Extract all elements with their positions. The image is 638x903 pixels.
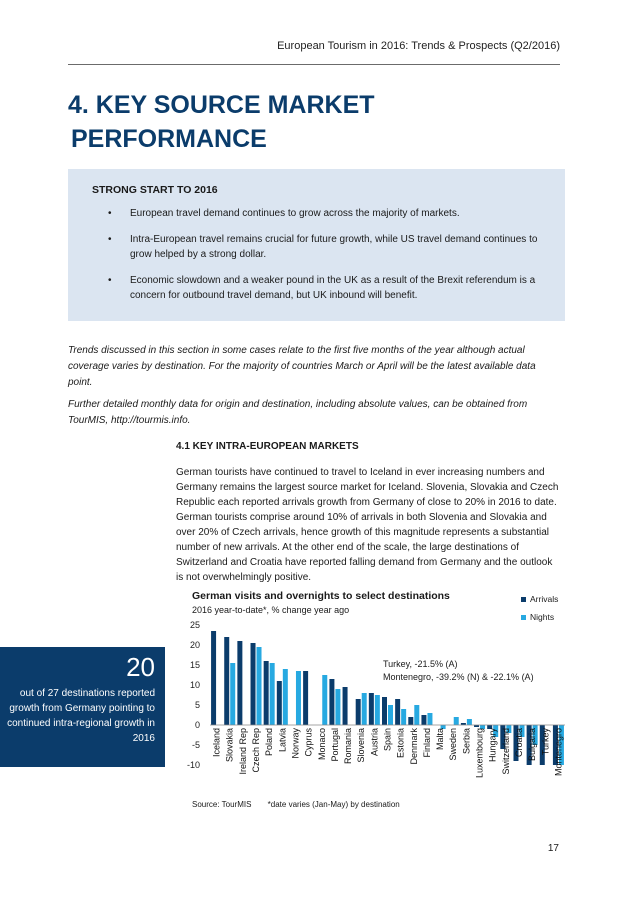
intro-paragraph-1: Trends discussed in this section in some cases relate to the first five months of the year although actual coverage varies by destination. For the majority of countries March or April will be the latest available data point. (68, 345, 536, 388)
bar-arrivals (277, 681, 282, 725)
x-tick-label: Turkey (540, 728, 551, 756)
bar-nights (283, 669, 288, 725)
bar-arrivals (237, 641, 242, 725)
x-tick-label: Ireland Rep (237, 728, 248, 775)
chart-subtitle: 2016 year-to-date*, % change year ago (192, 605, 350, 615)
bar-nights (388, 705, 393, 725)
chart-title: German visits and overnights to select destinations (192, 590, 450, 602)
bar-nights (401, 709, 406, 725)
bar-arrivals (356, 699, 361, 725)
section-title-line2: PERFORMANCE (71, 125, 267, 153)
x-tick-label: Luxembourg (474, 728, 485, 779)
summary-box (68, 169, 565, 321)
bullet-dot: • (108, 275, 112, 286)
x-tick-label: Slovakia (224, 728, 235, 763)
bar-nights (257, 647, 262, 725)
chart-plot (170, 586, 566, 816)
y-tick-label: 5 (194, 700, 200, 710)
summary-bullet-text: Intra-European travel remains crucial for future growth, while US travel demand continues to grow helped by a strong dollar. (130, 234, 538, 260)
bar-arrivals (369, 693, 374, 725)
y-tick-label: -10 (186, 760, 200, 770)
bar-arrivals (329, 679, 334, 725)
x-tick-label: Hungary (487, 728, 498, 763)
x-tick-label: Latvia (277, 728, 288, 753)
page-number: 17 (547, 843, 559, 854)
chart-source-label: Source: TourMIS (192, 800, 252, 809)
bar-arrivals (251, 643, 256, 725)
bar-nights (414, 705, 419, 725)
x-tick-label: Iceland (211, 728, 222, 758)
summary-bullet-text: Economic slowdown and a weaker pound in the UK as a result of the Brexit referendum is a concern for outbound travel demand, but UK inbound will benefit. (130, 275, 536, 301)
bar-nights (335, 689, 340, 725)
chart-source (192, 800, 414, 809)
x-tick-label: Switzerland (500, 728, 511, 775)
bullet-dot: • (108, 208, 112, 219)
summary-list (108, 206, 548, 314)
bar-nights (375, 695, 380, 725)
annotation-line-turkey: Turkey, -21.5% (A) (383, 659, 458, 669)
subsection-body: German tourists have continued to travel to Iceland in ever increasing numbers and Germany remains the largest source market for Iceland. Slovenia, Slovakia and Czech Republic each reported arrivals growth from Germany of close to 20% in 2016 to date. German tourists comprise around 10% of arrivals in both Slovenia and Slovakia and over 20% of Czech arrivals, hence growth of this magnitude represents a substantial number of new arrivals. At the other end of the scale, the large destinations of Switzerland and Croatia have reported falling demand from Germany and the outlook is not overwhelmingly positive. (176, 467, 559, 583)
bar-arrivals (343, 687, 348, 725)
legend-label-arrivals: Arrivals (530, 594, 559, 604)
section-title-line1: 4. KEY SOURCE MARKET (68, 91, 375, 119)
sidebar-callout (0, 647, 165, 767)
bar-arrivals (224, 637, 229, 725)
bar-nights (427, 713, 432, 725)
y-tick-label: 20 (189, 640, 200, 650)
bar-nights (362, 693, 367, 725)
callout-text: out of 27 destinations reported growth from Germany pointing to continued intra-regional growth in 2016 (7, 688, 155, 744)
header-rule (68, 64, 560, 65)
section-title (68, 88, 488, 156)
x-tick-label: Czech Rep (251, 728, 262, 773)
y-tick-label: 25 (189, 620, 200, 630)
summary-bullet-text: European travel demand continues to grow across the majority of markets. (130, 208, 460, 219)
x-tick-label: Denmark (408, 728, 419, 765)
bar-arrivals (421, 715, 426, 725)
y-tick-label: -5 (191, 740, 200, 750)
x-tick-label: Romania (343, 728, 354, 765)
subsection-title: 4.1 KEY INTRA-EUROPEAN MARKETS (176, 441, 359, 452)
bar-arrivals (395, 699, 400, 725)
bar-arrivals (264, 661, 269, 725)
x-tick-label: Finland (421, 728, 432, 758)
x-tick-label: Slovenia (356, 728, 367, 763)
y-tick-label: 0 (194, 720, 200, 730)
x-tick-label: Poland (264, 728, 275, 757)
y-tick-label: 10 (189, 680, 200, 690)
x-tick-label: Norway (290, 728, 301, 759)
x-tick-label: Estonia (395, 728, 406, 759)
summary-bullet (108, 273, 548, 303)
x-tick-label: Serbia (461, 728, 472, 755)
x-tick-label: Croatia (513, 728, 524, 758)
x-tick-label: Spain (382, 728, 393, 752)
bar-nights (467, 719, 472, 725)
x-tick-label: Portugal (329, 728, 340, 762)
bar-nights (230, 663, 235, 725)
x-tick-label: Cyprus (303, 728, 314, 757)
bar-arrivals (408, 717, 413, 725)
y-tick-label: 15 (189, 660, 200, 670)
legend-label-nights: Nights (530, 612, 555, 622)
bar-nights (296, 671, 301, 725)
running-header: European Tourism in 2016: Trends & Prospects (Q2/2016) (277, 40, 560, 52)
bar-arrivals (303, 671, 308, 725)
annotation-line-montenegro: Montenegro, -39.2% (N) & -22.1% (A) (383, 672, 534, 682)
chart-container (170, 586, 566, 816)
bar-nights (454, 717, 459, 725)
bullet-dot: • (108, 234, 112, 245)
summary-heading: STRONG START TO 2016 (92, 184, 218, 196)
x-tick-label: Monaco (316, 728, 327, 761)
bar-arrivals (211, 631, 216, 725)
bar-arrivals (382, 697, 387, 725)
x-tick-label: Bulgaria (527, 728, 538, 762)
x-tick-label: Austria (369, 728, 380, 757)
chart-annotation (383, 658, 534, 684)
chart-footnote: *date varies (Jan-May) by destination (267, 800, 400, 809)
bar-nights (322, 675, 327, 725)
x-tick-label: Montenegro (553, 728, 564, 777)
intro-paragraph-2: Further detailed monthly data for origin and destination, including absolute values, can be obtained from TourMIS, http://tourmis.info. (68, 399, 528, 426)
x-tick-label: Malta (435, 728, 446, 751)
bar-nights (270, 663, 275, 725)
summary-bullet (108, 232, 548, 262)
x-tick-label: Sweden (448, 728, 459, 761)
callout-number: 20 (126, 652, 155, 682)
summary-bullet (108, 206, 548, 221)
